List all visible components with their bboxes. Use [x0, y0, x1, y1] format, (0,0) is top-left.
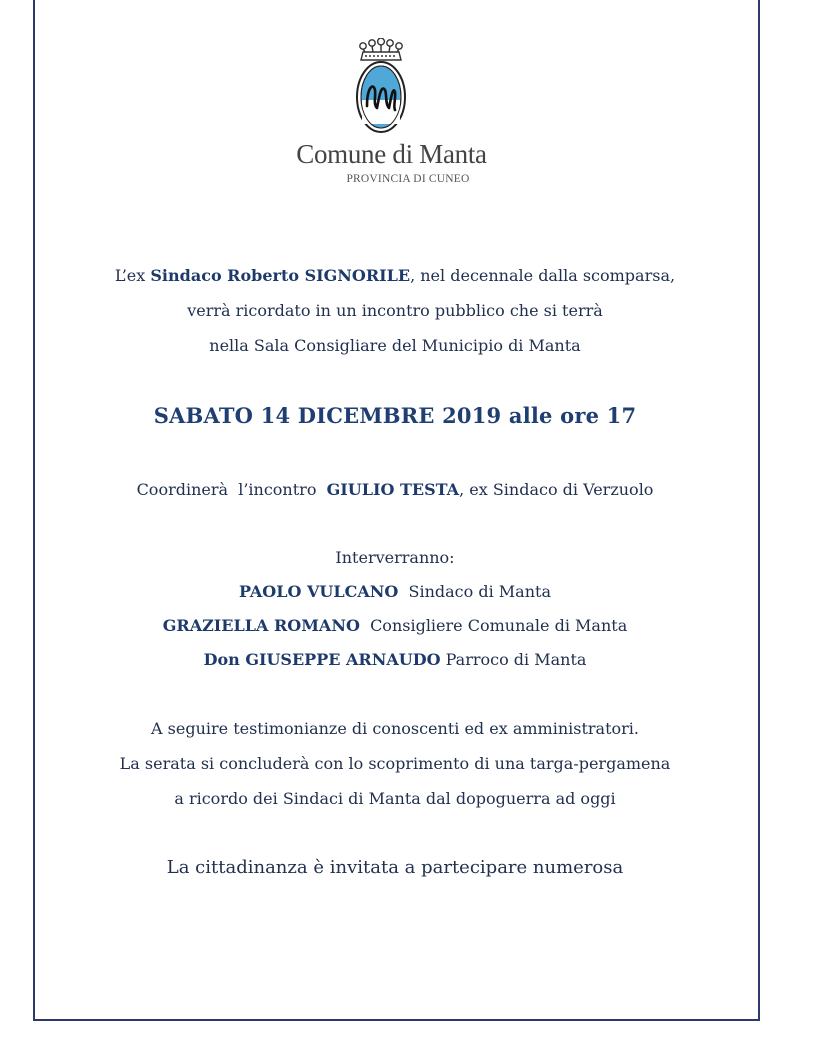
- speaker-name: GRAZIELLA ROMANO: [162, 616, 360, 635]
- intro-line-3: nella Sala Consigliare del Municipio di Manta: [209, 336, 581, 355]
- intro-text: , nel decennale dalla scomparsa,: [410, 266, 676, 285]
- speaker-row: [0, 650, 790, 669]
- followup-line-1: A seguire testimonianze di conoscenti ed ex amministratori.: [151, 719, 639, 738]
- speaker-row: [0, 582, 790, 601]
- intro-line-1: [0, 266, 790, 285]
- speaker-row: [0, 616, 790, 635]
- speaker-role: Parroco di Manta: [440, 650, 587, 669]
- brand-name: Comune di Manta: [296, 139, 487, 169]
- speaker-name: Don GIUSEPPE ARNAUDO: [203, 650, 441, 669]
- speakers-heading: Interverranno:: [335, 548, 455, 567]
- speaker-role: Consigliere Comunale di Manta: [359, 616, 628, 635]
- followup-line-3: a ricordo dei Sindaci di Manta dal dopoguerra ad oggi: [174, 789, 616, 808]
- speaker-role: Sindaco di Manta: [398, 582, 551, 601]
- intro-line-2: verrà ricordato in un incontro pubblico che si terrà: [187, 301, 603, 320]
- intro-text: L’ex: [114, 266, 151, 285]
- speaker-name: PAOLO VULCANO: [239, 582, 399, 601]
- municipal-crest-icon: [353, 38, 409, 136]
- followup-line-2: La serata si concluderà con lo scoprimento di una targa-pergamena: [119, 754, 671, 773]
- honoree-name: Sindaco Roberto SIGNORILE: [150, 266, 411, 285]
- brand-subtitle: PROVINCIA DI CUNEO: [346, 173, 470, 185]
- moderator-name: GIULIO TESTA: [326, 480, 460, 499]
- moderator-prefix: Coordinerà l’incontro: [136, 480, 327, 499]
- event-date: SABATO 14 DICEMBRE 2019 alle ore 17: [153, 403, 637, 428]
- moderator-role: , ex Sindaco di Verzuolo: [459, 480, 654, 499]
- moderator-line: [0, 480, 790, 499]
- closing-invitation: La cittadinanza è invitata a partecipare numerosa: [166, 857, 624, 878]
